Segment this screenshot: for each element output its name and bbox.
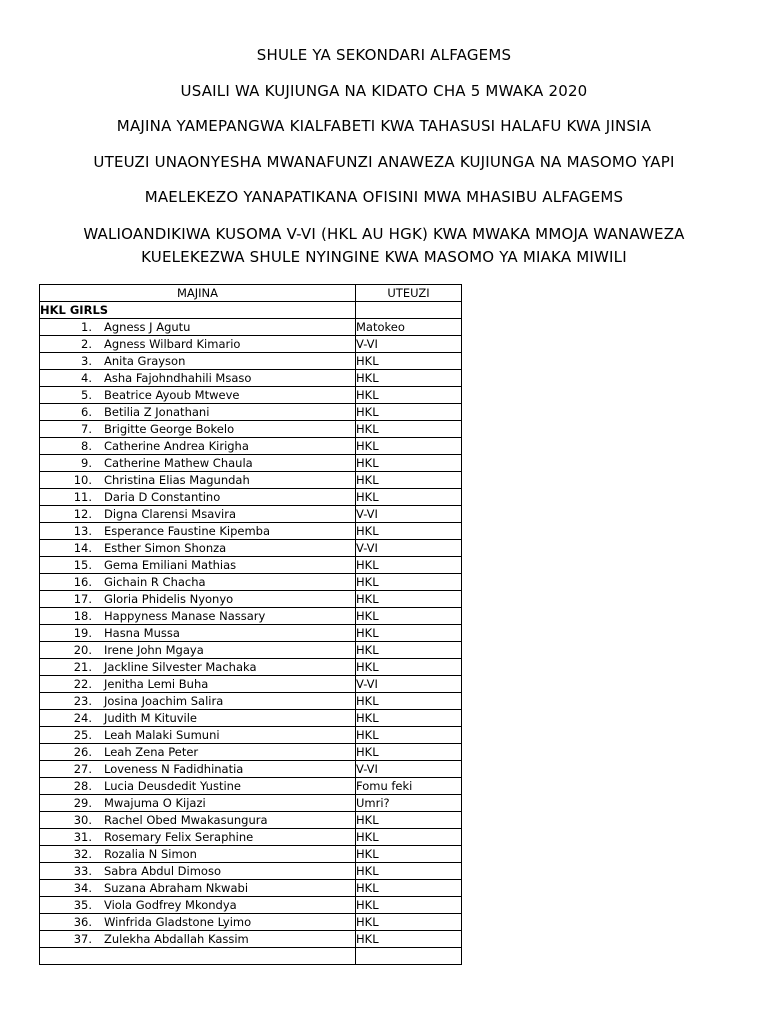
table-row [40,761,462,778]
table-row [40,319,462,336]
student-name-cell [40,642,356,659]
choice-cell: HKL [356,387,462,404]
row-number: 6. [81,404,92,419]
row-number: 1. [81,319,92,334]
student-name-cell [40,863,356,880]
row-number: 10. [73,472,92,487]
row-number: 11. [73,489,92,504]
student-name: Esperance Faustine Kipemba [104,523,271,538]
student-name: Asha Fajohndhahili Msaso [104,370,252,385]
student-name: Betilia Z Jonathani [104,404,210,419]
student-name-cell [40,727,356,744]
student-name-cell [40,625,356,642]
group-choice-cell [356,302,462,319]
row-number: 37. [73,931,92,946]
choice-cell: HKL [356,438,462,455]
student-name: Christina Elias Magundah [104,472,250,487]
student-name-cell [40,523,356,540]
table-row [40,693,462,710]
student-name-cell [40,591,356,608]
choice-cell: HKL [356,710,462,727]
empty-cell [40,948,356,965]
student-name-cell [40,387,356,404]
row-number: 3. [81,353,92,368]
choice-cell: HKL [356,404,462,421]
row-number: 14. [73,540,92,555]
table-row [40,846,462,863]
choice-cell: HKL [356,897,462,914]
student-name: Rozalia N Simon [104,846,197,861]
row-number: 32. [73,846,92,861]
row-number: 31. [73,829,92,844]
choice-cell: HKL [356,744,462,761]
choice-cell: V-VI [356,676,462,693]
table-row [40,506,462,523]
instructions-note: MAELEKEZO YANAPATIKANA OFISINI MWA MHASIBU ALFAGEMS [144,188,624,206]
student-name-cell [40,710,356,727]
table-row [40,863,462,880]
student-name: Jackline Silvester Machaka [104,659,257,674]
student-name-cell [40,608,356,625]
student-name: Gichain R Chacha [104,574,206,589]
row-number: 9. [81,455,92,470]
student-name: Rosemary Felix Seraphine [104,829,254,844]
student-name: Lucia Deusdedit Yustine [104,778,242,793]
student-name: Agness J Agutu [104,319,191,334]
table-row [40,812,462,829]
table-row [40,897,462,914]
empty-row [40,948,462,965]
choice-cell: V-VI [356,540,462,557]
table-row [40,591,462,608]
choice-cell: HKL [356,863,462,880]
choice-cell: HKL [356,642,462,659]
row-number: 26. [73,744,92,759]
group-label: HKL GIRLS [40,302,356,319]
choice-cell: HKL [356,353,462,370]
choice-cell: HKL [356,489,462,506]
choice-cell: HKL [356,574,462,591]
student-name-cell [40,676,356,693]
student-name-cell [40,897,356,914]
group-row [40,302,462,319]
students-table [39,284,462,965]
row-number: 20. [73,642,92,657]
choice-cell: HKL [356,846,462,863]
row-number: 35. [73,897,92,912]
column-header-name: MAJINA [40,285,356,302]
choice-cell: HKL [356,370,462,387]
student-name: Winfrida Gladstone Lyimo [104,914,252,929]
student-name: Brigitte George Bokelo [104,421,235,436]
choice-cell: HKL [356,659,462,676]
table-row [40,353,462,370]
table-row [40,727,462,744]
choice-cell: V-VI [356,336,462,353]
table-row [40,336,462,353]
school-title: SHULE YA SEKONDARI ALFAGEMS [256,46,512,64]
choice-cell: HKL [356,829,462,846]
table-row [40,438,462,455]
student-name: Hasna Mussa [104,625,180,640]
student-name: Beatrice Ayoub Mtweve [104,387,240,402]
table-row [40,914,462,931]
row-number: 34. [73,880,92,895]
row-number: 19. [73,625,92,640]
student-name-cell [40,829,356,846]
table-header-row [40,285,462,302]
table-row [40,404,462,421]
interview-title: USAILI WA KUJIUNGA NA KIDATO CHA 5 MWAKA 2020 [180,82,588,100]
student-name-cell [40,659,356,676]
column-header-choice: UTEUZI [356,285,462,302]
choice-cell: Fomu feki [356,778,462,795]
table-row [40,710,462,727]
student-name-cell [40,812,356,829]
choice-cell: Matokeo [356,319,462,336]
student-name: Catherine Mathew Chaula [104,455,253,470]
student-name-cell [40,489,356,506]
row-number: 25. [73,727,92,742]
table-row [40,659,462,676]
table-row [40,387,462,404]
student-name: Suzana Abraham Nkwabi [104,880,249,895]
choice-cell: HKL [356,523,462,540]
table-row [40,421,462,438]
row-number: 28. [73,778,92,793]
student-name-cell [40,880,356,897]
student-name: Anita Grayson [104,353,186,368]
row-number: 36. [73,914,92,929]
student-name-cell [40,438,356,455]
row-number: 33. [73,863,92,878]
choice-cell: HKL [356,591,462,608]
table-row [40,557,462,574]
row-number: 23. [73,693,92,708]
student-name: Irene John Mgaya [104,642,204,657]
student-name-cell [40,540,356,557]
student-name: Catherine Andrea Kirigha [104,438,249,453]
row-number: 16. [73,574,92,589]
choice-cell: HKL [356,727,462,744]
row-number: 4. [81,370,92,385]
table-row [40,574,462,591]
table-row [40,370,462,387]
row-number: 30. [73,812,92,827]
table-row [40,795,462,812]
table-row [40,744,462,761]
student-name: Gema Emiliani Mathias [104,557,237,572]
student-name: Happyness Manase Nassary [104,608,266,623]
student-name: Rachel Obed Mwakasungura [104,812,268,827]
student-name-cell [40,931,356,948]
student-name-cell [40,506,356,523]
row-number: 24. [73,710,92,725]
row-number: 15. [73,557,92,572]
student-name-cell [40,421,356,438]
table-row [40,472,462,489]
row-number: 12. [73,506,92,521]
student-name-cell [40,404,356,421]
student-name: Sabra Abdul Dimoso [104,863,221,878]
student-name: Josina Joachim Salira [104,693,224,708]
choice-cell: HKL [356,880,462,897]
student-name-cell [40,455,356,472]
choice-cell: HKL [356,625,462,642]
student-name: Judith M Kituvile [104,710,198,725]
student-name-cell [40,778,356,795]
student-name-cell [40,846,356,863]
table-row [40,676,462,693]
student-name: Leah Malaki Sumuni [104,727,220,742]
student-name-cell [40,914,356,931]
table-row [40,778,462,795]
student-name: Esther Simon Shonza [104,540,227,555]
student-name-cell [40,744,356,761]
student-name-cell [40,319,356,336]
row-number: 21. [73,659,92,674]
student-name-cell [40,336,356,353]
table-row [40,642,462,659]
table-row [40,625,462,642]
choice-cell: HKL [356,914,462,931]
student-name-cell [40,353,356,370]
row-number: 8. [81,438,92,453]
student-name-cell [40,370,356,387]
row-number: 5. [81,387,92,402]
student-name-cell [40,472,356,489]
choice-cell: HKL [356,931,462,948]
table-row [40,523,462,540]
student-name: Viola Godfrey Mkondya [104,897,237,912]
choice-cell: HKL [356,421,462,438]
student-name-cell [40,795,356,812]
student-name: Zulekha Abdallah Kassim [104,931,249,946]
notice-line-1: WALIOANDIKIWA KUSOMA V-VI (HKL AU HGK) KWA MWAKA MMOJA WANAWEZA [83,225,685,243]
choice-cell: HKL [356,472,462,489]
sorting-note: MAJINA YAMEPANGWA KIALFABETI KWA TAHASUSI HALAFU KWA JINSIA [116,117,652,135]
student-name: Gloria Phidelis Nyonyo [104,591,234,606]
choice-cell: HKL [356,557,462,574]
table-row [40,540,462,557]
student-name: Loveness N Fadidhinatia [104,761,244,776]
student-name: Mwajuma O Kijazi [104,795,206,810]
choice-cell: V-VI [356,761,462,778]
empty-cell [356,948,462,965]
choice-cell: HKL [356,693,462,710]
student-name: Leah Zena Peter [104,744,199,759]
choice-cell: HKL [356,608,462,625]
student-name: Agness Wilbard Kimario [104,336,241,351]
student-name: Daria D Constantino [104,489,221,504]
table-row [40,489,462,506]
row-number: 22. [73,676,92,691]
choice-cell: HKL [356,455,462,472]
choice-cell: V-VI [356,506,462,523]
table-row [40,829,462,846]
choice-cell: HKL [356,812,462,829]
table-row [40,608,462,625]
row-number: 17. [73,591,92,606]
row-number: 29. [73,795,92,810]
student-name-cell [40,761,356,778]
row-number: 18. [73,608,92,623]
table-row [40,880,462,897]
student-name: Digna Clarensi Msavira [104,506,237,521]
table-row [40,455,462,472]
row-number: 27. [73,761,92,776]
row-number: 2. [81,336,92,351]
student-name-cell [40,557,356,574]
table-row [40,931,462,948]
selection-note: UTEUZI UNAONYESHA MWANAFUNZI ANAWEZA KUJIUNGA NA MASOMO YAPI [93,153,675,171]
row-number: 7. [81,421,92,436]
notice-line-2: KUELEKEZWA SHULE NYINGINE KWA MASOMO YA MIAKA MIWILI [141,248,627,266]
student-name-cell [40,693,356,710]
student-name: Jenitha Lemi Buha [104,676,209,691]
student-name-cell [40,574,356,591]
row-number: 13. [73,523,92,538]
choice-cell: Umri? [356,795,462,812]
